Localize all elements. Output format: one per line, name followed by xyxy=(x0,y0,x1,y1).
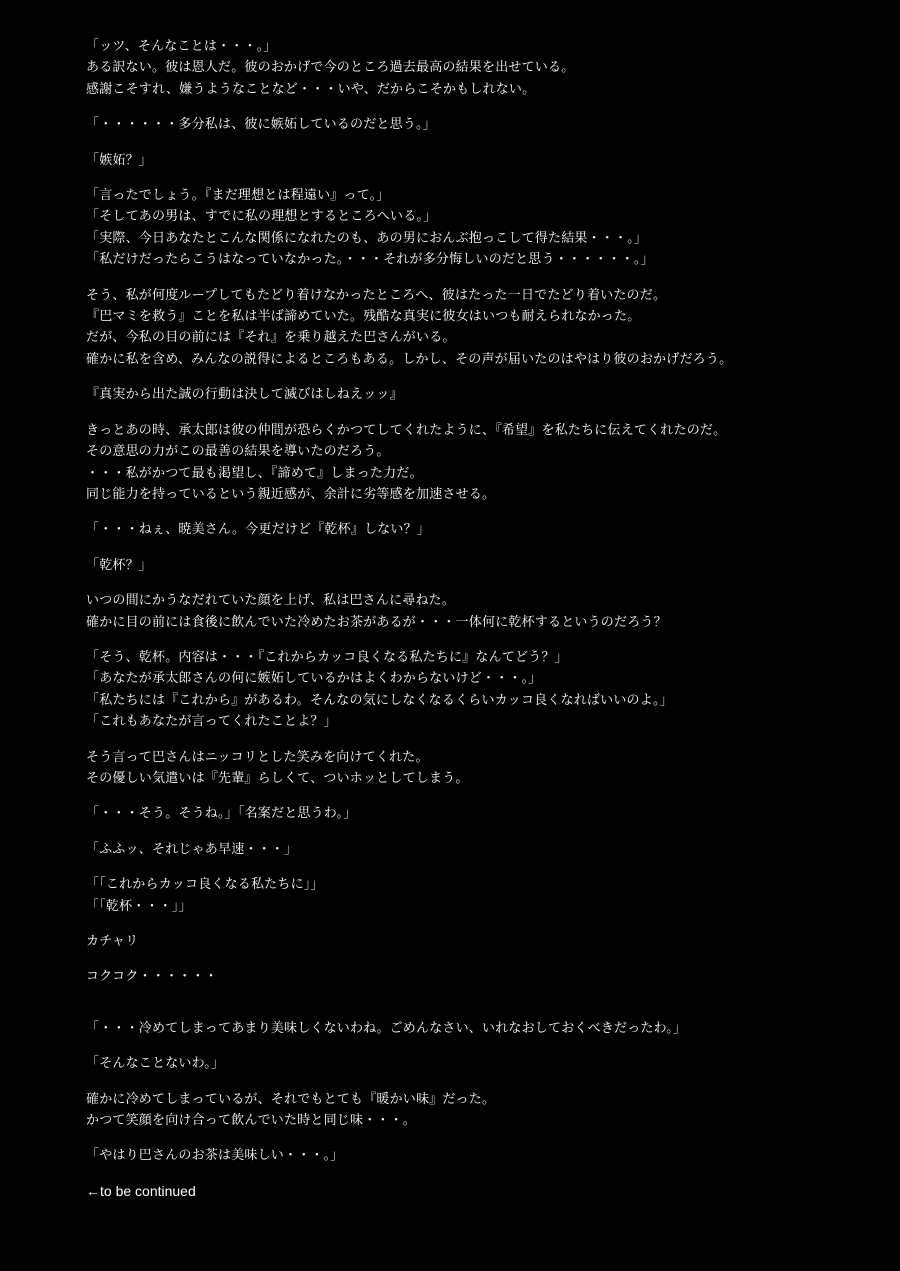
to-be-continued-footer: ←to be continued xyxy=(86,1182,196,1199)
paragraph xyxy=(86,150,886,171)
text-line: 「実際、今日あなたとこんな関係になれたのも、あの男におんぶ抱っこして得た結果・・・。」 xyxy=(86,230,648,246)
paragraph xyxy=(86,874,886,917)
paragraph xyxy=(86,931,886,952)
text-line: きっとあの時、承太郎は彼の仲間が恐らくかつてしてくれたように、『希望』を私たちに伝えてくれたのだ。 xyxy=(86,422,727,438)
text-line: 「私だけだったらこうはなっていなかった。・・・それが多分悔しいのだと思う・・・・・・。」 xyxy=(86,252,654,268)
paragraph xyxy=(86,185,886,271)
paragraph xyxy=(86,555,886,576)
text-line: 「そしてあの男は、すでに私の理想とするところへいる。」 xyxy=(86,209,437,225)
text-line: だが、今私の目の前には『それ』を乗り越えた巴さんがいる。 xyxy=(86,330,456,346)
text-line: ある訳ない。彼は恩人だ。彼のおかげで今のところ過去最高の結果を出せている。 xyxy=(86,60,575,76)
text-line: その意思の力がこの最善の結果を導いたのだろう。 xyxy=(86,444,390,460)
text-line: 「あなたが承太郎さんの何に嫉妬しているかはよくわからないけど・・・。」 xyxy=(86,671,542,687)
paragraph xyxy=(86,803,886,824)
paragraph xyxy=(86,647,886,733)
paragraph xyxy=(86,1145,886,1166)
text-line: 「ふふッ、それじゃあ早速・・・」 xyxy=(86,841,298,857)
text-line: 「・・・冷めてしまってあまり美味しくないわね。ごめんなさい、いれなおしておくべきだったわ。」 xyxy=(86,1020,687,1036)
text-line: そう、私が何度ループしてもたどり着けなかったところへ、彼はたった一日でたどり着いたのだ。 xyxy=(86,287,667,303)
text-line: 確かに目の前には食後に飲んでいた冷めたお茶があるが・・・一体何に乾杯するというのだろう？ xyxy=(86,614,667,630)
paragraph xyxy=(86,384,886,405)
text-line: 「「乾杯・・・」」 xyxy=(86,898,192,914)
text-line: 「嫉妬？」 xyxy=(86,152,153,168)
paragraph xyxy=(86,36,886,100)
paragraph xyxy=(86,1053,886,1074)
paragraph xyxy=(86,285,886,371)
paragraph xyxy=(86,1089,886,1132)
text-line: 感謝こそすれ、嫌うようなことなど・・・いや、だからこそかもしれない。 xyxy=(86,81,536,97)
text-line: 「そう、乾杯。内容は・・・『これからカッコ良くなる私たちに』なんてどう？」 xyxy=(86,649,568,665)
text-line: カチャリ xyxy=(86,934,139,949)
document-page xyxy=(86,36,886,1201)
text-line: 「「これからカッコ良くなる私たちに」」 xyxy=(86,877,324,893)
paragraph xyxy=(86,114,886,135)
text-line: 「私たちには『これから』があるわ。そんなの気にしなくなるくらいカッコ良くなればいいのよ。」 xyxy=(86,692,673,708)
text-line: 確かに私を含め、みんなの説得によるところもある。しかし、その声が届いたのはやはり彼のおかげだろう。 xyxy=(86,351,733,367)
text-line: コクコク・・・・・・ xyxy=(86,969,218,985)
text-line: 『巴マミを救う』ことを私は半ば諦めていた。残酷な真実に彼女はいつも耐えられなかった。 xyxy=(86,309,641,325)
paragraph xyxy=(86,747,886,790)
text-line: 確かに冷めてしまっているが、それでもとても『暖かい味』だった。 xyxy=(86,1091,496,1107)
text-line: 同じ能力を持っているという親近感が、余計に劣等感を加速させる。 xyxy=(86,486,496,502)
text-line: 「これもあなたが言ってくれたことよ？」 xyxy=(86,714,337,730)
text-line: 「ッツ、そんなことは・・・。」 xyxy=(86,39,277,54)
text-line: ・・・私がかつて最も渇望し、『諦めて』しまった力だ。 xyxy=(86,465,423,481)
text-line: その優しい気遣いは『先輩』らしくて、ついホッとしてしまう。 xyxy=(86,770,469,786)
text-line: 「やはり巴さんのお茶は美味しい・・・。」 xyxy=(86,1148,344,1164)
paragraph xyxy=(86,839,886,860)
text-line: そう言って巴さんはニッコリとした笑みを向けてくれた。 xyxy=(86,749,429,765)
text-line: 「乾杯？」 xyxy=(86,557,153,573)
text-line: 「そんなことないわ。」 xyxy=(86,1056,225,1072)
text-line: かつて笑顔を向け合って飲んでいた時と同じ味・・・。 xyxy=(86,1113,417,1129)
text-line: 「・・・・・・多分私は、彼に嫉妬しているのだと思う。」 xyxy=(86,117,436,133)
paragraph xyxy=(86,590,886,633)
paragraph xyxy=(86,1018,886,1039)
paragraph xyxy=(86,519,886,540)
text-line: 「・・・ねぇ、暁美さん。今更だけど『乾杯』しない？」 xyxy=(86,522,430,538)
paragraph xyxy=(86,966,886,987)
text-line: いつの間にかうなだれていた顔を上げ、私は巴さんに尋ねた。 xyxy=(86,593,456,609)
paragraph xyxy=(86,420,886,506)
text-line: 『真実から出た誠の行動は決して滅びはしねえッッ』 xyxy=(86,387,403,403)
text-line: 「言ったでしょう。『まだ理想とは程遠い』って。」 xyxy=(86,188,390,204)
text-line: 「・・・そう。そうね。」「名案だと思うわ。」 xyxy=(86,806,357,822)
